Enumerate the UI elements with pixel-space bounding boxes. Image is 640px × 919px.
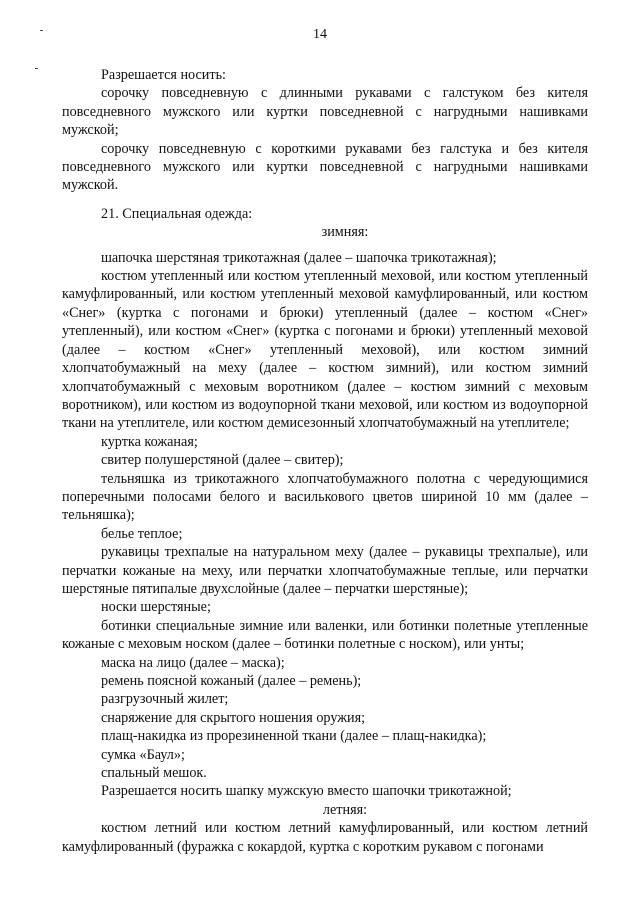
winter-item: ботинки специальные зимние или валенки, или ботинки полетные утепленные кожаные с меховым носком (далее – ботинки полетные с носком), или унты; [62,617,588,653]
scan-speck [35,68,38,69]
summer-item: костюм летний или костюм летний камуфлированный, или костюм летний камуфлированный (фуражка с кокардой, куртка с коротким рукавом с погонами [62,820,588,855]
winter-item: спальный мешок. [101,765,207,782]
winter-item: плащ-накидка из прорезиненной ткани (далее – плащ-накидка); [101,728,487,745]
winter-item: рукавицы трехпалые на натуральном меху (далее – рукавицы трехпалые), или перчатки кожаные на меху, или перчатки хлопчатобумажные теплые, или перчатки шерстяные пятипалые двухслойные (далее – перчатки шерстяные); [62,544,588,597]
winter-item: снаряжение для скрытого ношения оружия; [101,709,366,726]
document-body [62,66,588,856]
winter-item: ремень поясной кожаный (далее – ремень); [101,673,362,689]
winter-permission-note: Разрешается носить шапку мужскую вместо шапочки трикотажной; [101,783,512,800]
winter-item: маска на лицо (далее – маска); [101,654,285,671]
winter-item: куртка кожаная; [101,433,198,450]
winter-item: костюм утепленный или костюм утепленный меховой, или костюм утепленный камуфлированный, или костюм утепленный меховой камуфлированный, или костюм «Снег» (куртка с погонами и брюки) утепленный (далее – костюм «Снег» утепленный), или костюм «Снег» (куртка с погонами и брюки) утепленный меховой (далее – костюм «Снег» утепленный меховой), или костюм зимний хлопчатобумажный на меху (далее – костюм зимний), или костюм зимний хлопчатобумажный с меховым воротником (далее – костюм зимний с меховым воротником), или костюм из водоупорной ткани меховой, или костюм из водоупорной ткани на утеплителе, или костюм демисезонный хлопчатобумажный на утеплителе; [62,268,588,432]
winter-item: шапочка шерстяная трикотажная (далее – шапочка трикотажная); [101,249,497,266]
spacer [62,195,588,205]
paragraph-short-sleeve-shirt: сорочку повседневную с короткими рукавами без галстука и без кителя повседневного мужского или куртки повседневной с нагрудными нашивками мужской. [62,140,588,194]
winter-item: сумка «Баул»; [101,746,185,763]
page-number: 14 [313,27,327,42]
paragraph-long-sleeve-shirt: сорочку повседневную с длинными рукавами с галстуком без кителя повседневного мужского или куртки повседневной с нагрудными нашивками мужской; [62,85,588,139]
winter-item: разгрузочный жилет; [101,691,229,708]
winter-item: носки шерстяные; [101,599,211,616]
winter-item: тельняшка из трикотажного хлопчатобумажного полотна с чередующимися поперечными полосами белого и василькового цветов шириной 10 мм (далее – тельняшка); [62,470,588,524]
winter-item: свитер полушерстяной (далее – свитер); [101,452,344,469]
paragraph-permitted: Разрешается носить: [101,67,226,83]
section-title: 21. Специальная одежда: [101,205,253,222]
summer-heading: летняя: [322,801,368,818]
winter-heading: зимняя: [321,224,369,241]
spacer [62,242,588,249]
winter-item: белье теплое; [101,525,183,542]
